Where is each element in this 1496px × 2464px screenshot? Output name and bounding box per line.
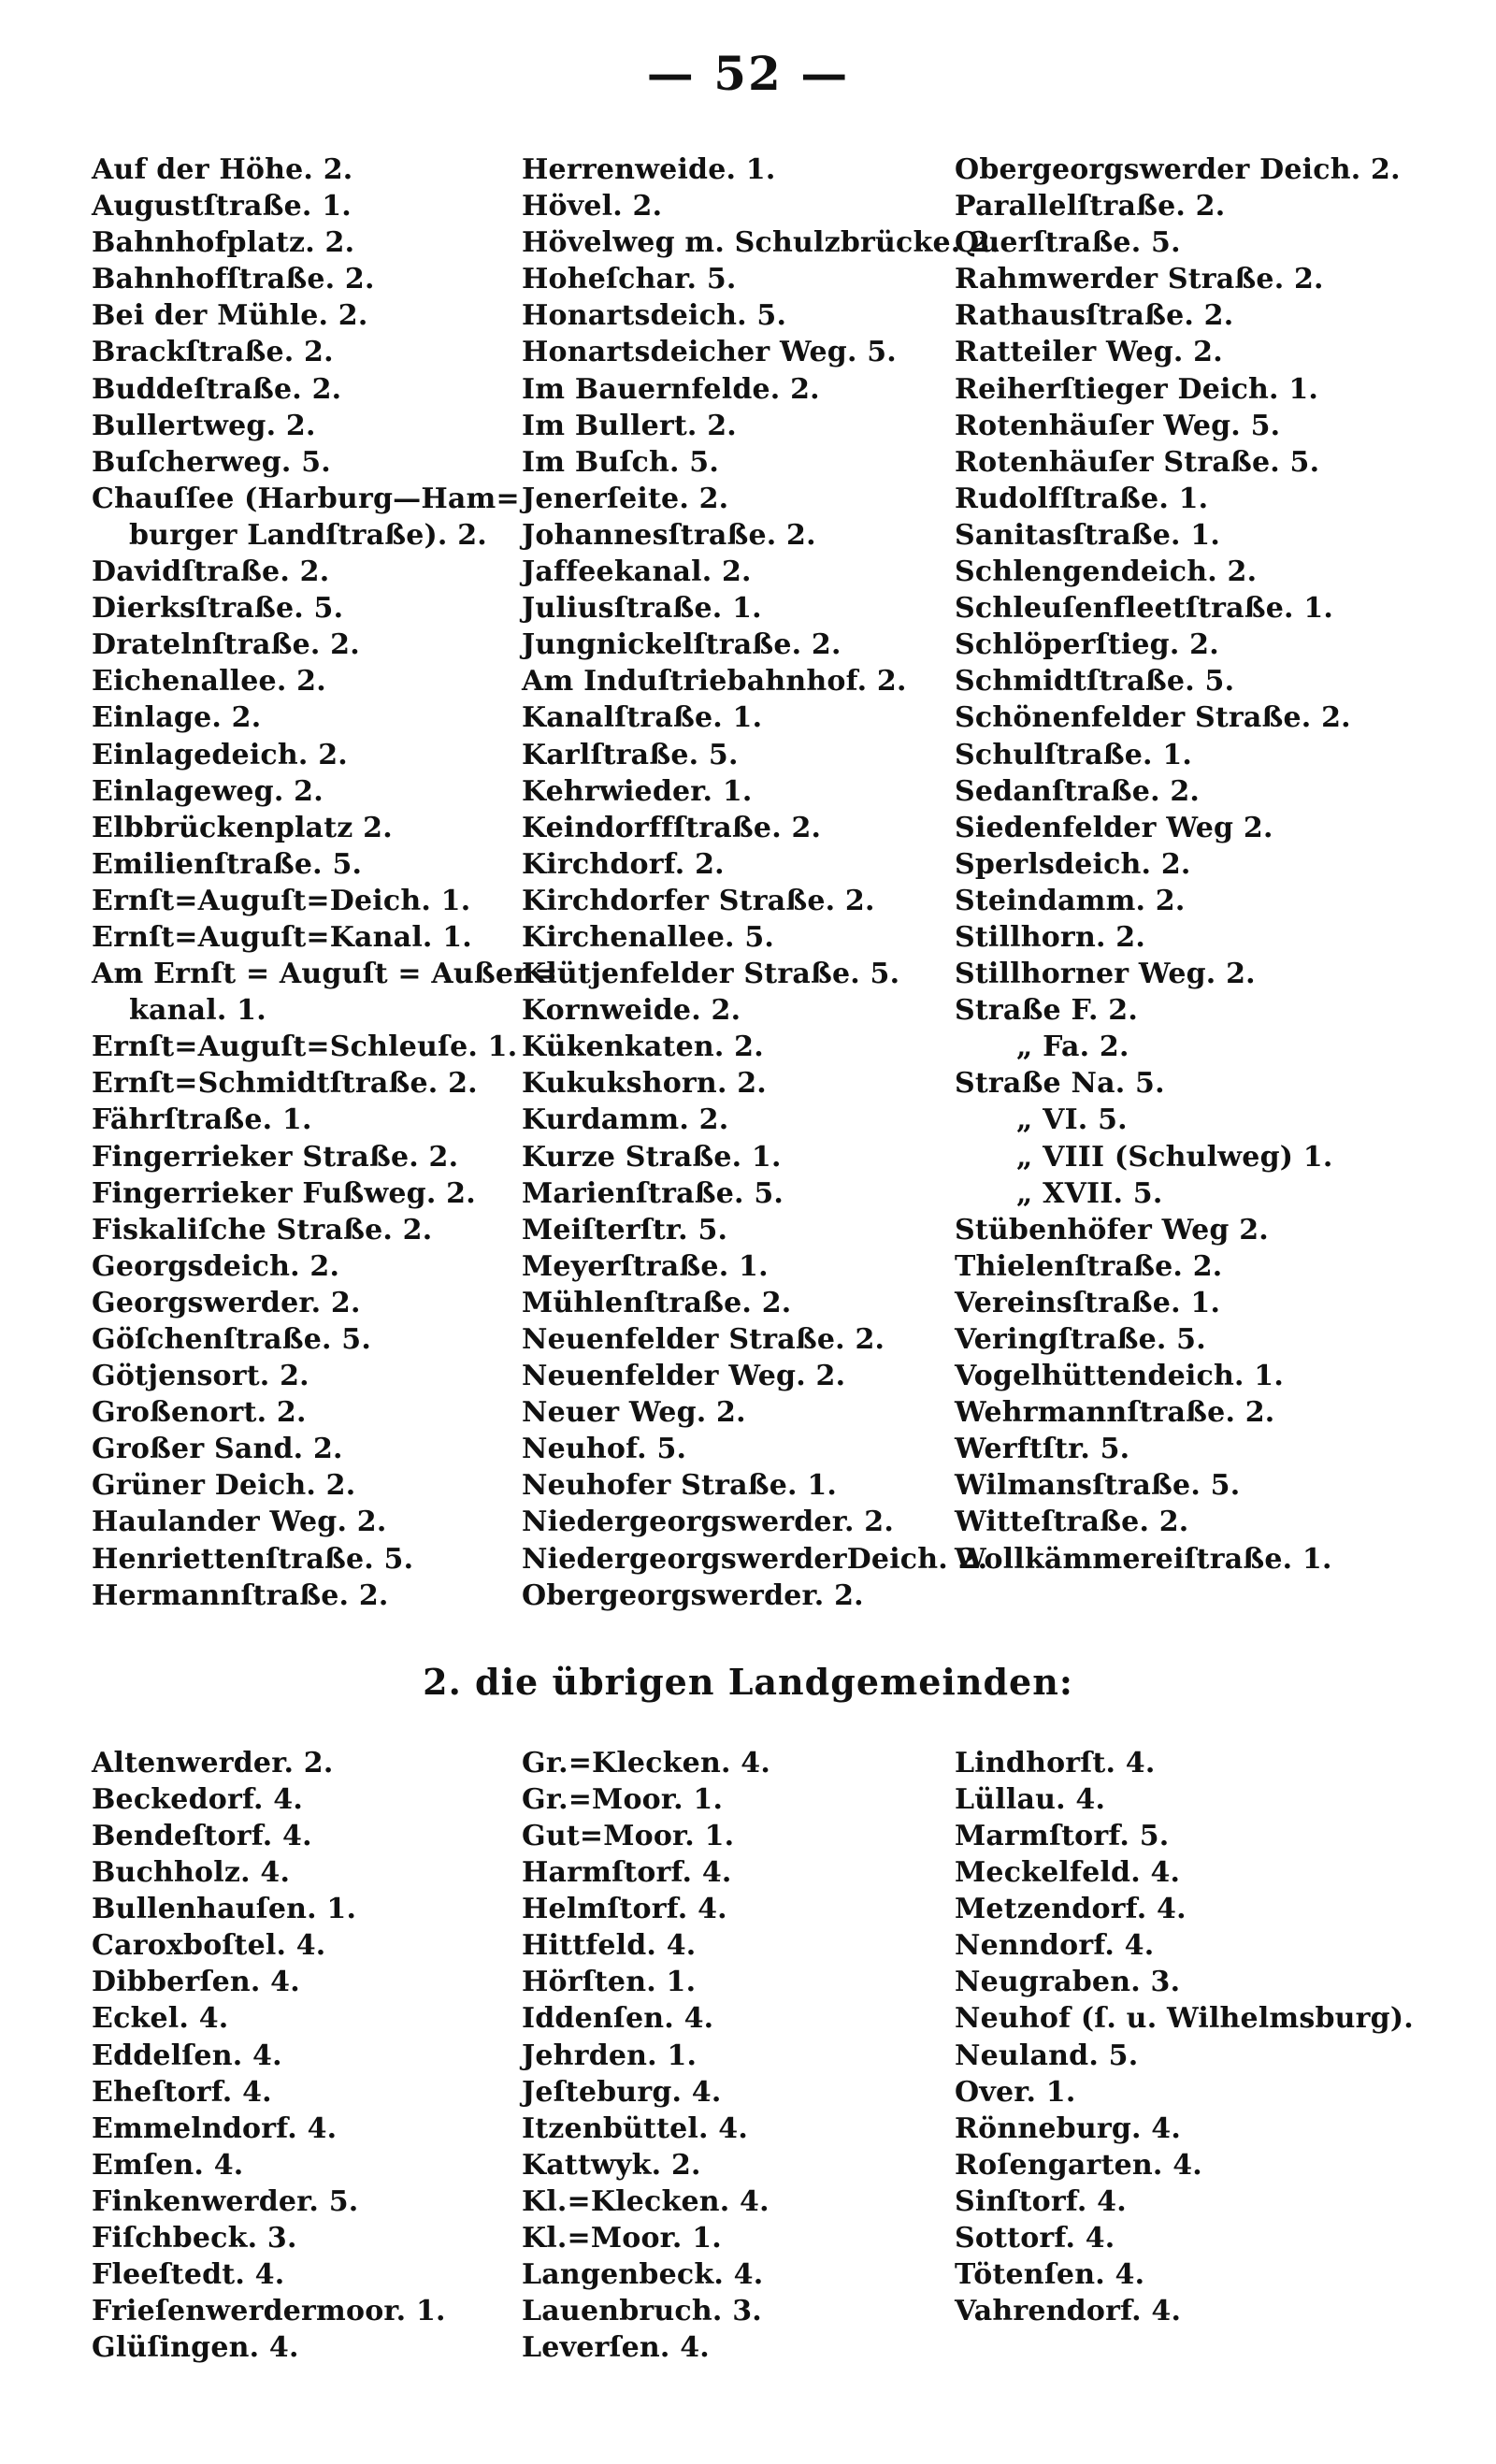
index-entry: Schleuſenfleetſtraße. 1. [955,592,1334,626]
index-entry: Bullenhauſen. 1. [92,1893,357,1926]
index-entry: Fingerrieker Straße. 2. [92,1140,459,1174]
index-entry: Fingerrieker Fußweg. 2. [92,1176,476,1210]
index-entry: Fleeſtedt. 4. [92,2258,285,2292]
index-entry: „ VI. 5. [1016,1103,1128,1137]
index-entry: Einlage. 2. [92,701,262,735]
section2-column-3 [955,1745,1422,2367]
index-entry: Thielenſtraße. 2. [955,1249,1223,1283]
index-entry: Großenort. 2. [92,1396,307,1430]
index-entry: Götjensort. 2. [92,1360,309,1393]
index-entry: Rotenhäuſer Weg. 5. [955,409,1281,442]
index-entry: Siedenfelder Weg 2. [955,811,1273,844]
index-entry: Hittfeld. 4. [522,1929,697,1963]
index-entry: Davidſtraße. 2. [92,555,330,589]
page-number: — 52 — [646,46,850,101]
index-entry: Honartsdeicher Weg. 5. [522,336,897,369]
index-entry: Neuer Weg. 2. [522,1396,746,1430]
index-entry: Marmſtorf. 5. [955,1819,1170,1852]
index-entry: Kurdamm. 2. [522,1103,729,1137]
index-entry: Witteſtraße. 2. [955,1506,1189,1539]
index-entry: Im Buſch. 5. [522,445,719,479]
index-entry: Metzendorf. 4. [955,1893,1187,1926]
index-entry: Vogelhüttendeich. 1. [955,1360,1284,1393]
index-entry: Meyerſtraße. 1. [522,1249,769,1283]
index-entry: Fährſtraße. 1. [92,1103,312,1137]
index-entry: Meckelfeld. 4. [955,1856,1181,1890]
index-entry: Mühlenſtraße. 2. [522,1286,792,1319]
index-entry: Parallelſtraße. 2. [955,190,1226,223]
index-entry: Schlöperſtieg. 2. [955,628,1219,662]
index-entry: Over. 1. [955,2075,1076,2109]
index-entry: Rudolfſtraße. 1. [955,482,1209,515]
index-entry: Johannesſtraße. 2. [522,518,816,552]
index-entry: Hövel. 2. [522,190,663,223]
index-entry: Eichenallee. 2. [92,665,326,699]
index-entry: Kurze Straße. 1. [522,1140,782,1174]
index-entry: Kirchdorfer Straße. 2. [522,884,875,917]
index-entry: Gut=Moor. 1. [522,1819,735,1852]
index-entry: Augustſtraße. 1. [92,190,352,223]
index-entry: Brackſtraße. 2. [92,336,334,369]
index-entry: Jeſteburg. 4. [522,2075,722,2109]
index-entry: Kükenkaten. 2. [522,1030,764,1064]
index-entry: Hövelweg m. Schulzbrücke. 2. [522,226,1000,260]
index-entry: Obergeorgswerder Deich. 2. [955,153,1401,186]
index-entry: Kl.=Klecken. 4. [522,2184,770,2218]
index-entry: Am Induſtriebahnhof. 2. [522,665,907,699]
section1-column-3 [955,151,1422,1614]
section1-columns [0,151,1496,1614]
index-entry: Neuland. 5. [955,2039,1139,2072]
index-entry: Dierksſtraße. 5. [92,592,344,626]
index-entry: Fiskaliſche Straße. 2. [92,1213,433,1246]
index-entry: Reiherſtieger Deich. 1. [955,372,1319,406]
index-entry: Bahnhofplatz. 2. [92,226,355,260]
index-entry: Bendeſtorf. 4. [92,1819,312,1852]
index-entry: Grüner Deich. 2. [92,1469,356,1503]
index-entry: Wehrmannſtraße. 2. [955,1396,1275,1430]
index-entry: Jehrden. 1. [522,2039,698,2072]
index-entry: Jungnickelſtraße. 2. [522,628,842,662]
index-entry: Bullertweg. 2. [92,409,316,442]
index-entry: Tötenſen. 4. [955,2258,1145,2292]
index-entry: Kukukshorn. 2. [522,1067,767,1101]
index-entry: Kornweide. 2. [522,994,741,1028]
index-entry: Gr.=Klecken. 4. [522,1746,770,1780]
index-entry: Vahrendorf. 4. [955,2295,1182,2328]
index-entry: Auf der Höhe. 2. [92,153,353,186]
index-entry: Hoheſchar. 5. [522,263,737,296]
index-entry: Finkenwerder. 5. [92,2184,359,2218]
index-entry: Stübenhöfer Weg 2. [955,1213,1269,1246]
index-entry: Kanalſtraße. 1. [522,701,763,735]
index-entry: Jaffeekanal. 2. [522,555,752,589]
index-entry: Emilienſtraße. 5. [92,847,363,881]
index-entry: Haulander Weg. 2. [92,1506,387,1539]
index-entry: Lauenbruch. 3. [522,2295,762,2328]
index-entry: Leverſen. 4. [522,2331,710,2365]
index-entry: Herrenweide. 1. [522,153,776,186]
index-entry: Hermannſtraße. 2. [92,1578,389,1612]
index-entry: Sperlsdeich. 2. [955,847,1191,881]
index-entry: Großer Sand. 2. [92,1433,343,1466]
index-entry: Im Bullert. 2. [522,409,737,442]
index-entry: Georgsdeich. 2. [92,1249,340,1283]
index-entry: Iddenſen. 4. [522,2002,714,2036]
index-entry: Gr.=Moor. 1. [522,1782,724,1816]
index-entry: Steindamm. 2. [955,884,1186,917]
index-entry: Kehrwieder. 1. [522,774,753,808]
index-entry: Buſcherweg. 5. [92,445,331,479]
index-entry: Frieſenwerdermoor. 1. [92,2295,446,2328]
index-entry: Ernſt=Schmidtſtraße. 2. [92,1067,478,1101]
index-entry: Kirchdorf. 2. [522,847,725,881]
index-entry: Bei der Mühle. 2. [92,299,368,333]
section2-column-2 [522,1745,955,2367]
index-entry: Buchholz. 4. [92,1856,291,1890]
index-entry: Helmſtorf. 4. [522,1893,727,1926]
index-entry: Straße Na. 5. [955,1067,1165,1101]
section2-columns [0,1745,1496,2367]
index-entry: Chauſſee (Harburg—Ham= [92,482,520,515]
index-entry: Eckel. 4. [92,2002,229,2036]
index-entry: Klütjenfelder Straße. 5. [522,958,900,991]
index-entry: Sedanſtraße. 2. [955,774,1201,808]
index-entry: Stillhorner Weg. 2. [955,958,1256,991]
index-entry: Schulſtraße. 1. [955,738,1193,771]
index-entry: Schönenfelder Straße. 2. [955,701,1351,735]
index-entry: Schlengendeich. 2. [955,555,1258,589]
index-entry: Stillhorn. 2. [955,920,1145,954]
index-entry: Sottorf. 4. [955,2221,1115,2255]
index-entry: „ VIII (Schulweg) 1. [1016,1140,1333,1174]
index-entry: Dratelnſtraße. 2. [92,628,360,662]
index-entry: Itzenbüttel. 4. [522,2111,749,2145]
index-entry: Neuhofer Straße. 1. [522,1469,838,1503]
index-entry: Lüllau. 4. [955,1782,1106,1816]
index-entry: Nenndorf. 4. [955,1929,1155,1963]
index-entry: Schmidtſtraße. 5. [955,665,1235,699]
index-entry: Neugraben. 3. [955,1966,1181,1999]
index-entry: Wilmansſtraße. 5. [955,1469,1241,1503]
index-entry: Ratteiler Weg. 2. [955,336,1223,369]
index-entry: Rotenhäuſer Straße. 5. [955,445,1320,479]
index-entry: Rahmwerder Straße. 2. [955,263,1324,296]
index-entry: Querſtraße. 5. [955,226,1181,260]
index-entry: Ernſt=Auguſt=Kanal. 1. [92,920,472,954]
index-entry: Elbbrückenplatz 2. [92,811,393,844]
index-entry: „ XVII. 5. [1016,1176,1163,1210]
index-entry: Kirchenallee. 5. [522,920,775,954]
index-entry: Marienſtraße. 5. [522,1176,784,1210]
index-entry: Honartsdeich. 5. [522,299,787,333]
index-entry: Glüſingen. 4. [92,2331,299,2365]
index-entry: Georgswerder. 2. [92,1286,361,1319]
index-entry: „ Fa. 2. [1016,1030,1129,1064]
index-entry: Keindorffſtraße. 2. [522,811,822,844]
index-entry: Kattwyk. 2. [522,2148,701,2182]
index-entry: Henriettenſtraße. 5. [92,1542,414,1576]
index-entry: Wollkämmereiſtraße. 1. [955,1542,1332,1576]
index-entry: Dibberſen. 4. [92,1966,300,1999]
index-entry: Neuenfelder Straße. 2. [522,1323,885,1356]
index-entry: Straße F. 2. [955,994,1138,1028]
index-entry: NiedergeorgswerderDeich. 2. [522,1542,988,1576]
index-entry: Niedergeorgswerder. 2. [522,1506,894,1539]
index-entry: Göſchenſtraße. 5. [92,1323,372,1356]
index-entry: Sinſtorf. 4. [955,2184,1127,2218]
index-entry: Karlſtraße. 5. [522,738,739,771]
index-entry: Buddeſtraße. 2. [92,372,342,406]
index-entry: Fiſchbeck. 3. [92,2221,297,2255]
index-entry: Vereinsſtraße. 1. [955,1286,1221,1319]
index-entry: Sanitasſtraße. 1. [955,518,1220,552]
index-entry: Hörſten. 1. [522,1966,697,1999]
index-entry: Am Ernſt = Auguſt = Außen= [92,958,558,991]
section1-column-1 [92,151,558,1614]
index-entry: kanal. 1. [129,994,266,1028]
section1-column-2 [522,151,1000,1614]
index-entry: burger Landſtraße). 2. [129,518,487,552]
index-entry: Veringſtraße. 5. [955,1323,1206,1356]
index-entry: Rathausſtraße. 2. [955,299,1234,333]
index-entry: Langenbeck. 4. [522,2258,764,2292]
index-entry: Jenerſeite. 2. [522,482,729,515]
index-entry: Neuenfelder Weg. 2. [522,1360,846,1393]
index-entry: Juliusſtraße. 1. [522,592,762,626]
index-entry: Altenwerder. 2. [92,1746,334,1780]
index-entry: Einlageweg. 2. [92,774,324,808]
index-entry: Bahnhofſtraße. 2. [92,263,375,296]
index-entry: Ernſt=Auguſt=Deich. 1. [92,884,471,917]
section2-column-1 [92,1745,522,2367]
index-entry: Kl.=Moor. 1. [522,2221,722,2255]
index-entry: Eddelſen. 4. [92,2039,282,2072]
index-entry: Eheſtorf. 4. [92,2075,272,2109]
index-entry: Im Bauernfelde. 2. [522,372,820,406]
index-entry: Roſengarten. 4. [955,2148,1202,2182]
index-entry: Neuhof (ſ. u. Wilhelmsburg). [955,2002,1414,2036]
index-entry: Lindhorſt. 4. [955,1746,1156,1780]
index-entry: Caroxboſtel. 4. [92,1929,326,1963]
index-entry: Emmelndorf. 4. [92,2111,338,2145]
index-entry: Beckedorf. 4. [92,1782,304,1816]
section-heading: 2. die übrigen Landgemeinden: [423,1660,1073,1703]
index-entry: Einlagedeich. 2. [92,738,348,771]
index-entry: Rönneburg. 4. [955,2111,1182,2145]
index-entry: Ernſt=Auguſt=Schleuſe. 1. [92,1030,518,1064]
index-entry: Harmſtorf. 4. [522,1856,732,1890]
index-entry: Meiſterſtr. 5. [522,1213,728,1246]
index-entry: Emſen. 4. [92,2148,244,2182]
index-entry: Werftſtr. 5. [955,1433,1130,1466]
index-entry: Neuhof. 5. [522,1433,687,1466]
index-entry: Obergeorgswerder. 2. [522,1578,864,1612]
